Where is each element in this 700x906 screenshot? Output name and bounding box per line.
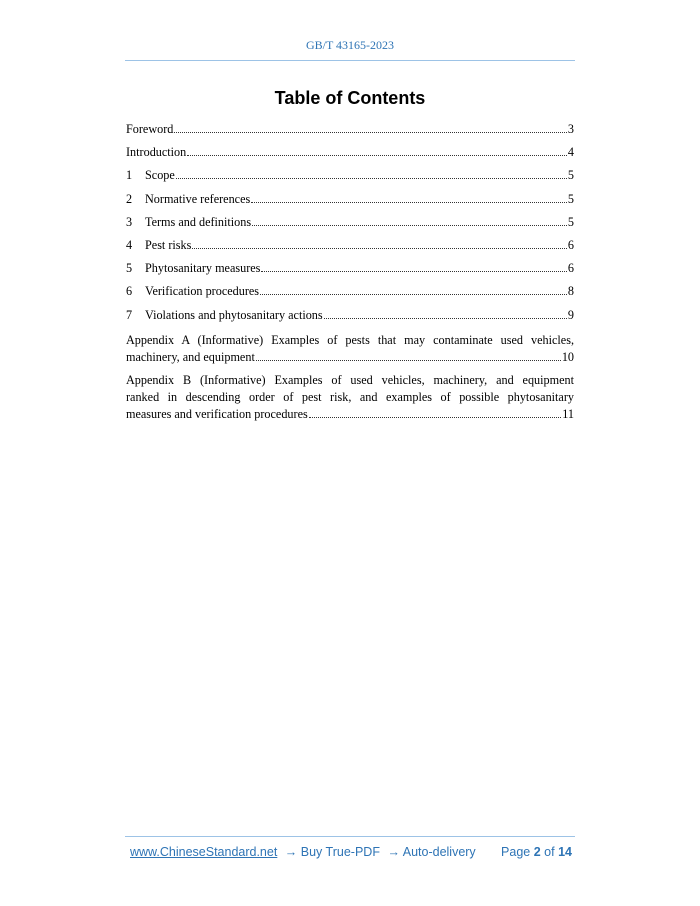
toc-entry-page: 11: [562, 406, 574, 421]
header-divider: [125, 60, 575, 61]
toc-entry-number: 6: [126, 284, 133, 299]
toc-entry-label: machinery, and equipment: [126, 349, 255, 364]
toc-entry-page: 10: [561, 349, 574, 364]
total-pages: 14: [558, 845, 572, 859]
footer-divider: [125, 836, 575, 837]
dot-leader: [187, 155, 567, 156]
toc-entry-last-line: [126, 349, 574, 366]
toc-entry-page: 4: [567, 145, 574, 160]
toc-entry-label: Phytosanitary measures: [145, 261, 261, 276]
toc-entry-page: 8: [567, 284, 574, 299]
toc-entry-label-line: ranked in descending order of pest risk, and examples of possible phytosanitary: [126, 389, 574, 404]
toc-entry-number: 4: [126, 237, 133, 252]
dot-leader: [252, 225, 567, 226]
dot-leader: [260, 294, 567, 295]
dot-leader: [256, 360, 561, 361]
toc-entry-pest-risks[interactable]: [126, 237, 574, 260]
toc-entry-page: 3: [567, 122, 574, 136]
toc-entry-violations[interactable]: [126, 307, 574, 330]
toc-entry-page: 5: [567, 191, 574, 206]
toc-entry-page: 5: [567, 214, 574, 229]
toc-entry-number: 7: [126, 307, 133, 322]
buy-pdf-text: → Buy True-PDF: [284, 845, 380, 859]
website-link[interactable]: www.ChineseStandard.net: [130, 845, 278, 859]
toc-entry-label: Introduction: [126, 145, 187, 160]
toc-entry-label: Violations and phytosanitary actions: [145, 307, 323, 322]
toc-entry-introduction[interactable]: [126, 144, 574, 167]
toc-entry-page: 9: [567, 307, 574, 322]
toc-entry-page: 6: [567, 237, 574, 252]
toc-entry-appendix-a[interactable]: [126, 332, 574, 366]
dot-leader: [192, 248, 567, 249]
toc-entry-last-line: [126, 406, 574, 423]
current-page-number: 2: [533, 845, 541, 859]
dot-leader: [251, 202, 567, 203]
dot-leader: [176, 178, 567, 179]
toc-entry-label: measures and verification procedures: [126, 406, 308, 421]
toc-entry-terms-and-definitions[interactable]: [126, 214, 574, 237]
toc-entry-label-line: Appendix A (Informative) Examples of pests that may contaminate used vehicles,: [126, 332, 574, 347]
toc-entry-label: Pest risks: [145, 237, 192, 252]
toc-entry-foreword[interactable]: [126, 121, 574, 144]
toc-entry-page: 5: [567, 168, 574, 183]
page-indicator: [501, 845, 572, 859]
toc-entry-label: Foreword: [126, 122, 174, 136]
toc-entry-verification-procedures[interactable]: [126, 283, 574, 306]
toc-entry-scope[interactable]: [126, 167, 574, 190]
dot-leader: [174, 132, 567, 133]
standard-code-header: GB/T 43165-2023: [305, 38, 395, 52]
toc-entry-number: 3: [126, 214, 133, 229]
toc-entry-label: Normative references: [145, 191, 251, 206]
of-word: of: [544, 845, 555, 859]
toc-entry-page: 6: [567, 261, 574, 276]
dot-leader: [309, 417, 562, 418]
page-footer: [130, 845, 572, 859]
toc-entry-label: Scope: [145, 168, 175, 183]
dot-leader: [324, 318, 567, 319]
toc-entry-label: Verification procedures: [145, 284, 260, 299]
dot-leader: [261, 271, 566, 272]
page-word: Page: [501, 845, 531, 859]
toc-entry-appendix-b[interactable]: [126, 372, 574, 423]
toc-entry-number: 1: [126, 168, 133, 183]
toc-entry-label: Terms and definitions: [145, 214, 252, 229]
toc-entry-number: 5: [126, 261, 133, 276]
toc-entry-number: 2: [126, 191, 133, 206]
footer-promo: [130, 845, 476, 859]
toc-entry-normative-references[interactable]: [126, 191, 574, 214]
table-of-contents: [126, 121, 574, 429]
auto-delivery-text: → Auto-delivery: [387, 845, 476, 859]
page-title: Table of Contents: [274, 88, 426, 108]
toc-entry-phytosanitary-measures[interactable]: [126, 260, 574, 283]
toc-entry-label-line: Appendix B (Informative) Examples of used vehicles, machinery, and equipment: [126, 372, 574, 387]
